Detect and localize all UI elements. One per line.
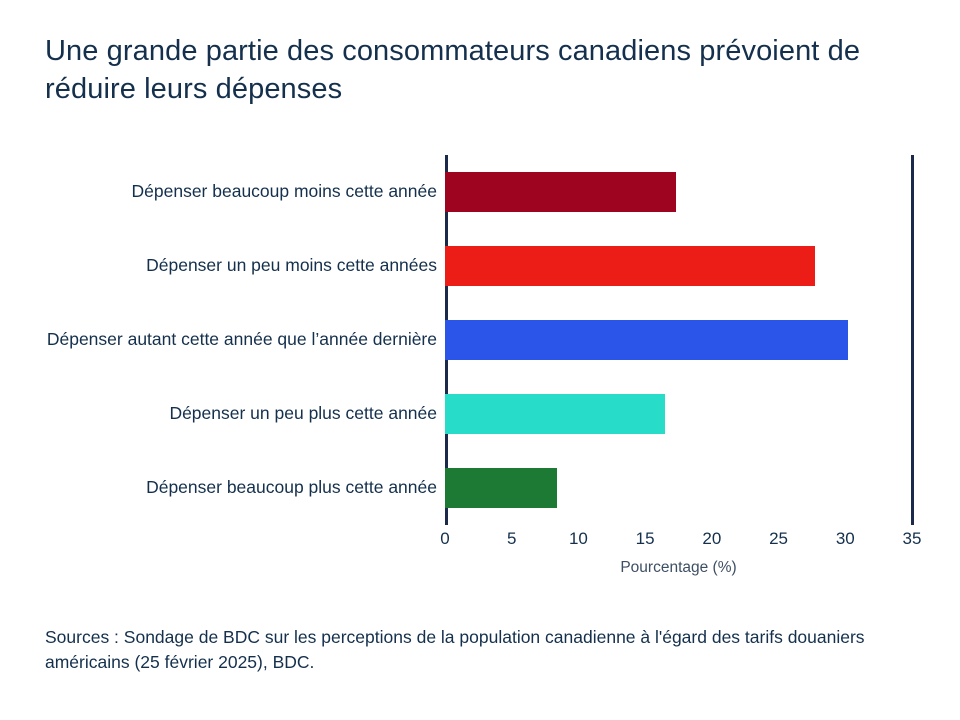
x-axis-ticks — [440, 529, 922, 555]
bar-row — [445, 246, 815, 286]
category-label: Dépenser autant cette année que l’année dernière — [46, 329, 437, 349]
x-tick-label: 35 — [902, 529, 922, 548]
bar — [445, 320, 848, 360]
page-title: Une grande partie des consommateurs canadiens prévoient de réduire leurs dépenses — [45, 35, 861, 106]
x-tick-label: 0 — [440, 529, 450, 548]
category-label: Dépenser beaucoup plus cette année — [146, 477, 437, 497]
category-label: Dépenser un peu moins cette années — [146, 255, 437, 275]
bar-row — [445, 172, 676, 212]
x-axis-label: Pourcentage (%) — [620, 559, 737, 576]
x-tick-label: 15 — [635, 529, 655, 548]
bars-group — [445, 155, 912, 525]
bar — [445, 468, 557, 508]
x-tick-label: 25 — [769, 529, 789, 548]
plot-area — [440, 155, 922, 576]
sources-note: Sources : Sondage de BDC sur les perceptions de la population canadienne à l'égard des tarifs douaniers américains (25 février 2025), BDC. — [45, 627, 865, 673]
bar — [445, 394, 665, 434]
category-label: Dépenser un peu plus cette année — [169, 403, 437, 423]
x-tick-label: 5 — [506, 529, 517, 548]
bar-row — [445, 320, 848, 360]
x-tick-label: 30 — [835, 529, 855, 548]
bar-row — [445, 468, 557, 508]
bar — [445, 246, 815, 286]
bar-chart — [45, 155, 922, 576]
x-tick-label: 20 — [702, 529, 722, 548]
bar-row — [445, 394, 665, 434]
category-axis-labels — [45, 155, 437, 525]
category-label: Dépenser beaucoup moins cette année — [131, 181, 437, 201]
bar — [445, 172, 676, 212]
x-tick-label: 10 — [568, 529, 588, 548]
